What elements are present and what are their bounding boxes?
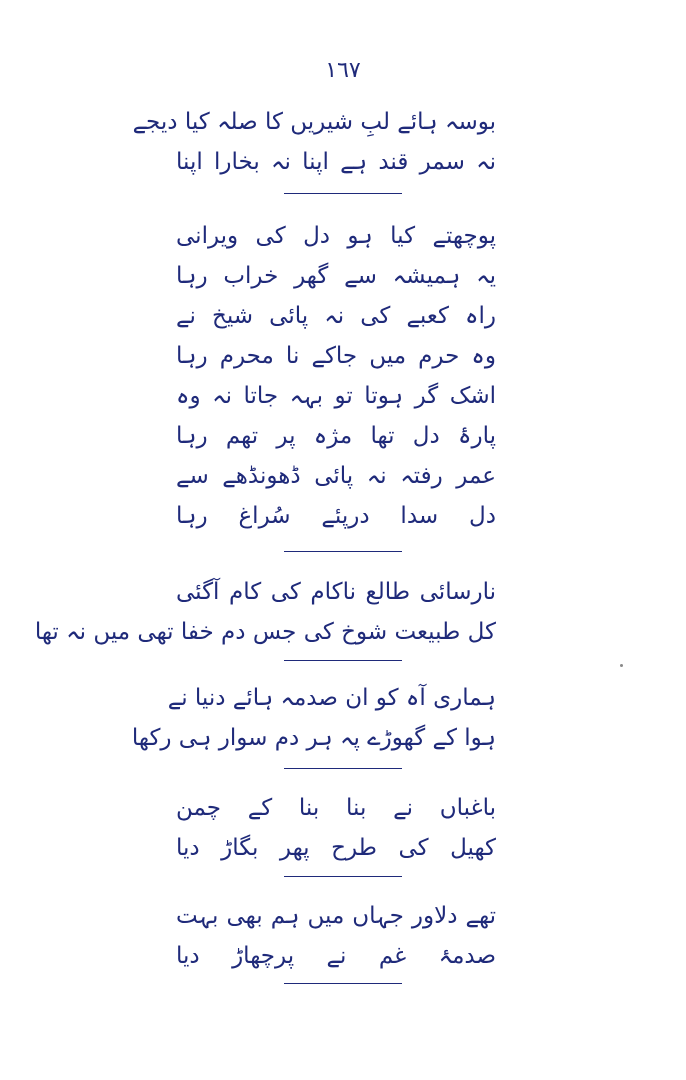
- verse-line: پوچھتے کیا ہو دل کی ویرانی: [176, 223, 496, 249]
- verse-line: دل سدا درپئے سُراغ رہا: [176, 503, 496, 529]
- stanza-4: [131, 678, 496, 758]
- stanza-divider: [284, 551, 402, 552]
- stanza-6: [176, 896, 496, 976]
- verse-line: تھے دلاور جہاں میں ہم بھی بہت: [176, 903, 496, 929]
- verse-line: راہ کعبے کی نہ پائی شیخ نے: [176, 303, 496, 329]
- verse-line: اشک گر ہوتا تو بہہ جاتا نہ وہ: [176, 383, 496, 409]
- verse-line: صدمۂ غم نے پرچھاڑ دیا: [176, 943, 496, 969]
- stanza-divider: [284, 193, 402, 194]
- paper-speck: [620, 664, 623, 667]
- stanza-divider: [284, 983, 402, 984]
- stanza-3: [34, 572, 496, 652]
- verse-line: بوسہ ہائے لبِ شیریں کا صلہ کیا دیجے: [132, 109, 496, 135]
- verse-line: ہماری آہ کو ان صدمہ ہائے دنیا نے: [167, 685, 496, 711]
- stanza-1: [132, 102, 496, 182]
- verse-line: عمر رفتہ نہ پائی ڈھونڈھے سے: [176, 463, 496, 489]
- verse-line: باغباں نے بنا بنا کے چمن: [176, 795, 496, 821]
- stanza-2: [176, 216, 496, 536]
- verse-line: یہ ہمیشہ سے گھر خراب رہا: [176, 263, 496, 289]
- stanza-divider: [284, 660, 402, 661]
- stanza-5: [176, 788, 496, 868]
- verse-line: وہ حرم میں جاکے نا محرم رہا: [176, 343, 496, 369]
- page-number: ١٦٧: [325, 58, 361, 83]
- verse-line: نارسائی طالع ناکام کی کام آگئی: [176, 579, 496, 605]
- verse-line: کھیل کی طرح پھر بگاڑ دیا: [176, 835, 496, 861]
- verse-line: کل طبیعت شوخ کی جس دم خفا تھی میں نہ تھا: [34, 619, 496, 645]
- stanza-divider: [284, 876, 402, 877]
- stanza-divider: [284, 768, 402, 769]
- verse-line: پارۂ دل تھا مژہ پر تھم رہا: [176, 423, 496, 449]
- verse-line: ہوا کے گھوڑے پہ ہر دم سوار ہی رکھا: [131, 725, 496, 751]
- verse-line: نہ سمر قند ہے اپنا نہ بخارا اپنا: [176, 149, 496, 175]
